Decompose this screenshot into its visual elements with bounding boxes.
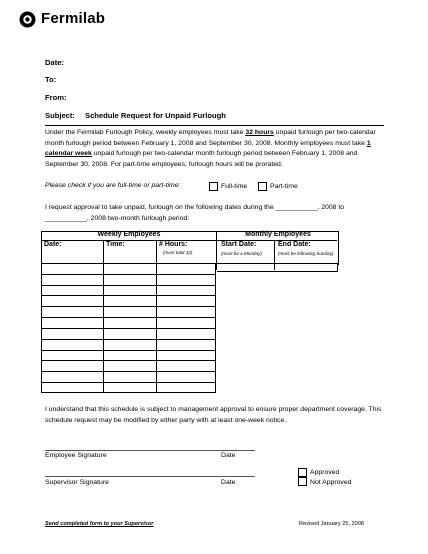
start-note: (must be a Monday) — [221, 251, 262, 256]
weekly-row[interactable] — [41, 263, 216, 274]
approval-paragraph: I understand that this schedule is subject to management approval to ensure proper department coverage. This schedule request may be modified by either party with at least one-week notice. — [45, 406, 382, 424]
monthly-title: Monthly Employees — [245, 231, 311, 238]
monthly-col-end: End Date: — [278, 241, 311, 248]
monthly-col-start: Start Date: — [221, 241, 257, 248]
weekly-row[interactable] — [41, 350, 216, 361]
full-time-label: Full-time — [221, 183, 248, 190]
weekly-col-divider-2 — [156, 240, 157, 393]
approved-label: Approved — [310, 469, 340, 476]
weekly-col-hours: # Hours: — [159, 241, 188, 248]
fermilab-logo — [19, 8, 129, 32]
header-divider — [45, 125, 384, 126]
employee-signature-label: Employee Signature — [45, 452, 107, 459]
not-approved-checkbox[interactable] — [298, 477, 307, 486]
part-time-label: Part-time — [270, 183, 298, 190]
fermilab-logo-icon — [19, 11, 36, 28]
hours-emphasis: 32 hours — [245, 129, 274, 136]
weekly-col-date: Date: — [44, 241, 62, 248]
monthly-col-divider — [274, 240, 275, 270]
footer-instruction: Send completed form to your Supervisor — [45, 521, 154, 527]
employee-signature-line[interactable] — [45, 450, 255, 451]
weekly-row[interactable] — [41, 360, 216, 371]
weekly-col-time: Time: — [106, 241, 125, 248]
hours-note: (must total 32) — [163, 250, 193, 255]
weekly-row[interactable] — [41, 382, 216, 393]
weekly-row[interactable] — [41, 339, 216, 350]
weekly-title: Weekly Employees — [97, 231, 161, 238]
supervisor-signature-line[interactable] — [45, 476, 255, 477]
weekly-row[interactable] — [41, 306, 216, 317]
supervisor-signature-label: Supervisor Signature — [45, 479, 109, 486]
weekly-row[interactable] — [41, 274, 216, 285]
weekly-row[interactable] — [41, 317, 216, 328]
weekly-row[interactable] — [41, 285, 216, 296]
date-label: Date: — [45, 58, 64, 67]
weekly-col-divider-1 — [103, 240, 104, 393]
monthly-entry-row[interactable] — [217, 263, 338, 272]
policy-paragraph: Under the Fermilab Furlough Policy, weekly employees must take 32 hours unpaid furlough per two-calendar month furlough period between February 1, 2008 and September 30, 2008. Monthly employees must take 1 calendar week unpaid furlough per two-calendar month furlough period between February 1, 2008 and September 30, 2008. For part-time employees, furlough hours will be prorated. — [45, 129, 376, 168]
weekly-row[interactable] — [41, 371, 216, 382]
employee-date-label: Date — [221, 452, 236, 459]
logo-text: Fermilab — [41, 10, 106, 27]
employment-type-prompt: Please check if you are full-time or part-time: — [45, 182, 181, 189]
week-emphasis: 1 calendar week — [45, 139, 371, 157]
weekly-row[interactable] — [41, 295, 216, 306]
supervisor-date-label: Date — [221, 479, 236, 486]
end-note: (must be following Sunday) — [278, 251, 334, 256]
full-time-checkbox[interactable] — [209, 182, 218, 191]
approved-checkbox[interactable] — [298, 468, 307, 477]
from-label: From: — [45, 93, 67, 102]
request-text: I request approval to take unpaid, furlough on the following dates during the ___________, 2008 to ___________, 2008 two-month furlough period: — [45, 204, 345, 222]
part-time-checkbox[interactable] — [258, 182, 267, 191]
revision-date: Revised January 25, 2008 — [299, 521, 364, 527]
not-approved-label: Not Approved — [310, 479, 352, 486]
weekly-grid — [41, 263, 216, 393]
weekly-row[interactable] — [41, 328, 216, 339]
subject-value: Schedule Request for Unpaid Furlough — [85, 111, 226, 120]
to-label: To: — [45, 75, 57, 84]
subject-label: Subject: — [45, 111, 75, 120]
